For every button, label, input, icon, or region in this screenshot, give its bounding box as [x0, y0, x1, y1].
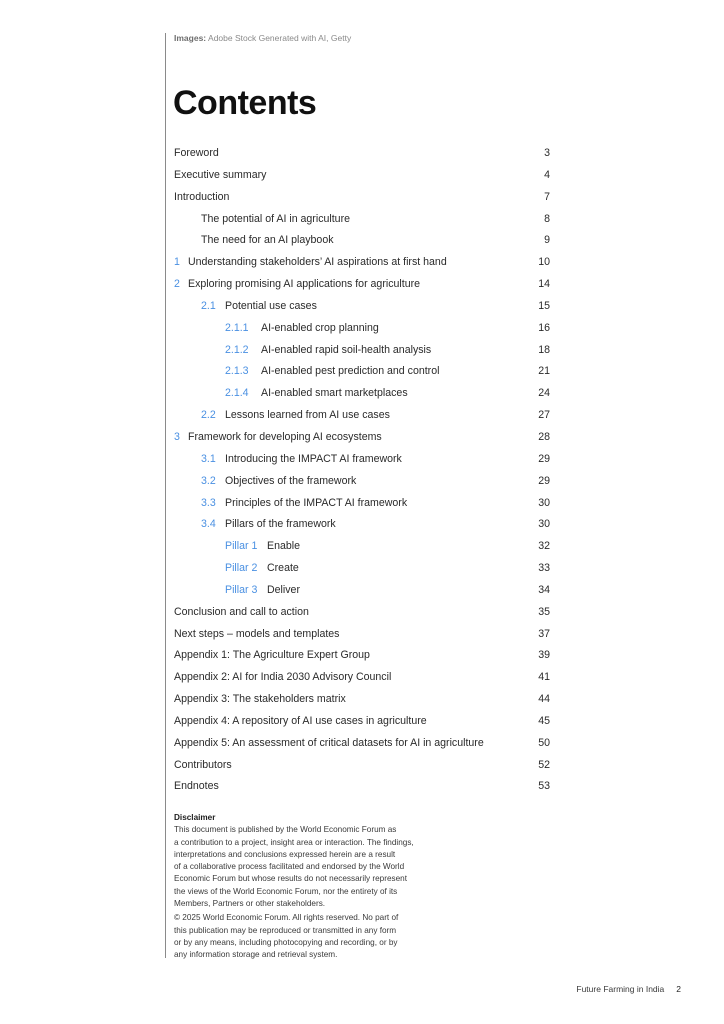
toc-entry[interactable]: [174, 252, 550, 274]
toc-entry-label: Appendix 3: The stakeholders matrix: [174, 693, 346, 706]
disclaimer-heading: Disclaimer: [174, 813, 216, 822]
toc-entry-label: Appendix 1: The Agriculture Expert Group: [174, 649, 370, 662]
toc-entry[interactable]: [174, 361, 550, 383]
toc-entry-number: Pillar 2: [225, 562, 258, 575]
toc-entry-number: 2.1.1: [225, 321, 249, 334]
toc-entry-page: 29: [538, 474, 550, 487]
toc-entry-page: 44: [538, 693, 550, 706]
toc-entry-label: Executive summary: [174, 168, 267, 181]
disclaimer-line: interpretations and conclusions expressed herein are a result: [174, 849, 396, 859]
toc-entry[interactable]: [174, 274, 550, 296]
toc-entry-page: 33: [538, 562, 550, 575]
toc-entry-page: 10: [538, 256, 550, 269]
toc-entry-page: 35: [538, 605, 550, 618]
toc-entry[interactable]: [174, 580, 550, 602]
toc-entry[interactable]: [174, 471, 550, 493]
toc-entry-page: 4: [544, 168, 550, 181]
disclaimer: [174, 812, 474, 962]
toc-entry-label: Contributors: [174, 758, 232, 771]
toc-entry[interactable]: [174, 427, 550, 449]
toc-entry-number: 2.1: [201, 299, 216, 312]
toc-entry-label: AI-enabled pest prediction and control: [261, 365, 440, 378]
toc-entry[interactable]: [174, 536, 550, 558]
toc-entry-label: The need for an AI playbook: [201, 234, 334, 247]
disclaimer-line: Economic Forum but whose results do not necessarily represent: [174, 874, 407, 884]
toc-entry-label: Understanding stakeholders’ AI aspirations at first hand: [188, 256, 447, 269]
toc-entry-label: Deliver: [267, 583, 300, 596]
toc-entry-number: 2.1.4: [225, 387, 249, 400]
disclaimer-line: a contribution to a project, insight area or interaction. The findings,: [174, 837, 414, 847]
toc-entry-page: 37: [538, 627, 550, 640]
toc-entry-page: 18: [538, 343, 550, 356]
toc-entry-label: Introduction: [174, 190, 230, 203]
toc-entry-label: Foreword: [174, 147, 219, 159]
toc-entry-page: 7: [544, 190, 550, 203]
toc-entry-number: 2: [174, 278, 180, 291]
toc-entry[interactable]: [174, 296, 550, 318]
toc-entry-label: Objectives of the framework: [225, 474, 357, 487]
toc-entry-label: Create: [267, 562, 299, 575]
disclaimer-line: or by any means, including photocopying and recording, or by: [174, 937, 398, 947]
toc-entry-label: AI-enabled rapid soil-health analysis: [261, 343, 432, 356]
toc-entry[interactable]: [174, 209, 550, 231]
disclaimer-line: Members, Partners or other stakeholders.: [174, 899, 326, 909]
toc-entry-page: 9: [544, 234, 550, 247]
toc-entry-number: 2.1.2: [225, 343, 249, 356]
toc-entry-label: Pillars of the framework: [225, 518, 336, 531]
toc-entry-label: Introducing the IMPACT AI framework: [225, 452, 402, 465]
toc-entry-page: 14: [538, 278, 550, 291]
disclaimer-line: the views of the World Economic Forum, nor the entirety of its: [174, 886, 398, 896]
toc-entry[interactable]: [174, 667, 550, 689]
toc-entry-number: 3.3: [201, 496, 216, 509]
toc-entry-label: AI-enabled crop planning: [261, 321, 379, 334]
toc-entry[interactable]: [174, 340, 550, 362]
toc-entry[interactable]: [174, 602, 550, 624]
toc-entry[interactable]: [174, 449, 550, 471]
toc-entry-label: Exploring promising AI applications for agriculture: [188, 278, 421, 291]
image-credit: [174, 33, 351, 43]
toc-entry[interactable]: [174, 776, 550, 798]
copyright-paragraph: [174, 912, 474, 961]
toc-entry-page: 29: [538, 452, 550, 465]
page-number: 2: [676, 984, 681, 994]
image-credit-label: Images:: [174, 33, 207, 43]
toc-entry[interactable]: [174, 624, 550, 646]
toc-entry-page: 30: [538, 496, 550, 509]
toc-entry-number: 3.1: [201, 452, 216, 465]
disclaimer-line: of a collaborative process facilitated and endorsed by the World: [174, 862, 405, 872]
toc-entry-label: Potential use cases: [225, 299, 317, 312]
toc-entry[interactable]: [174, 383, 550, 405]
toc-entry-label: Enable: [267, 540, 300, 553]
toc-entry-page: 41: [538, 671, 550, 684]
toc-entry-page: 27: [538, 409, 550, 422]
toc-entry[interactable]: [174, 645, 550, 667]
toc-entry[interactable]: [174, 755, 550, 777]
toc-entry-page: 15: [538, 299, 550, 312]
toc-entry-page: 24: [538, 387, 550, 400]
toc-entry-page: 53: [538, 780, 550, 793]
toc-entry[interactable]: [174, 711, 550, 733]
disclaimer-line: this publication may be reproduced or transmitted in any form: [174, 925, 397, 935]
toc-entry-page: 52: [538, 758, 550, 771]
disclaimer-line: This document is published by the World Economic Forum as: [174, 825, 397, 835]
toc-entry[interactable]: [174, 165, 550, 187]
toc-entry[interactable]: [174, 689, 550, 711]
toc-entry-number: 1: [174, 256, 180, 269]
toc-entry-page: 45: [538, 714, 550, 727]
toc-entry-page: 30: [538, 518, 550, 531]
toc-entry[interactable]: [174, 318, 550, 340]
toc-entry-label: Appendix 5: An assessment of critical datasets for AI in agriculture: [174, 736, 484, 749]
disclaimer-line: © 2025 World Economic Forum. All rights reserved. No part of: [174, 913, 399, 923]
page-title: Contents: [173, 84, 317, 122]
toc-entry-page: 34: [538, 583, 550, 596]
toc-entry-page: 28: [538, 430, 550, 443]
toc-entry-number: 3: [174, 430, 180, 443]
margin-rule: [165, 33, 166, 958]
toc-entry-page: 8: [544, 212, 550, 225]
toc-entry-label: Endnotes: [174, 780, 219, 793]
toc-entry[interactable]: [174, 514, 550, 536]
toc-entry[interactable]: [174, 493, 550, 515]
toc-entry-number: 2.1.3: [225, 365, 249, 378]
toc-entry-number: Pillar 1: [225, 540, 258, 553]
toc-entry-page: 50: [538, 736, 550, 749]
disclaimer-line: any information storage and retrieval system.: [174, 950, 338, 960]
toc-entry-label: The potential of AI in agriculture: [201, 212, 350, 225]
toc-entry[interactable]: [174, 187, 550, 209]
page-footer: [576, 984, 681, 994]
toc-entry-label: Appendix 4: A repository of AI use cases in agriculture: [174, 714, 427, 727]
toc-entry-label: AI-enabled smart marketplaces: [261, 387, 408, 400]
toc-entry-label: Framework for developing AI ecosystems: [188, 430, 382, 443]
toc-entry[interactable]: [174, 143, 550, 165]
table-of-contents: [174, 143, 550, 798]
toc-entry[interactable]: [174, 733, 550, 755]
toc-entry-label: Appendix 2: AI for India 2030 Advisory Council: [174, 671, 392, 684]
toc-entry-page: 21: [538, 365, 550, 378]
toc-entry-page: 32: [538, 540, 550, 553]
image-credit-text: Adobe Stock Generated with AI, Getty: [208, 33, 352, 43]
toc-entry-label: Next steps – models and templates: [174, 627, 340, 640]
toc-entry-number: Pillar 3: [225, 583, 258, 596]
toc-entry-page: 16: [538, 321, 550, 334]
disclaimer-paragraph: [174, 824, 474, 910]
toc-entry-label: Lessons learned from AI use cases: [225, 409, 390, 422]
footer-title: Future Farming in India: [576, 984, 665, 994]
toc-entry-number: 3.2: [201, 474, 216, 487]
toc-entry-number: 2.2: [201, 409, 216, 422]
toc-entry-page: 39: [538, 649, 550, 662]
toc-entry[interactable]: [174, 558, 550, 580]
toc-entry-number: 3.4: [201, 518, 216, 531]
toc-entry[interactable]: [174, 405, 550, 427]
toc-entry-page: 3: [544, 147, 550, 159]
toc-entry-label: Principles of the IMPACT AI framework: [225, 496, 408, 509]
toc-entry[interactable]: [174, 230, 550, 252]
toc-entry-label: Conclusion and call to action: [174, 605, 309, 618]
